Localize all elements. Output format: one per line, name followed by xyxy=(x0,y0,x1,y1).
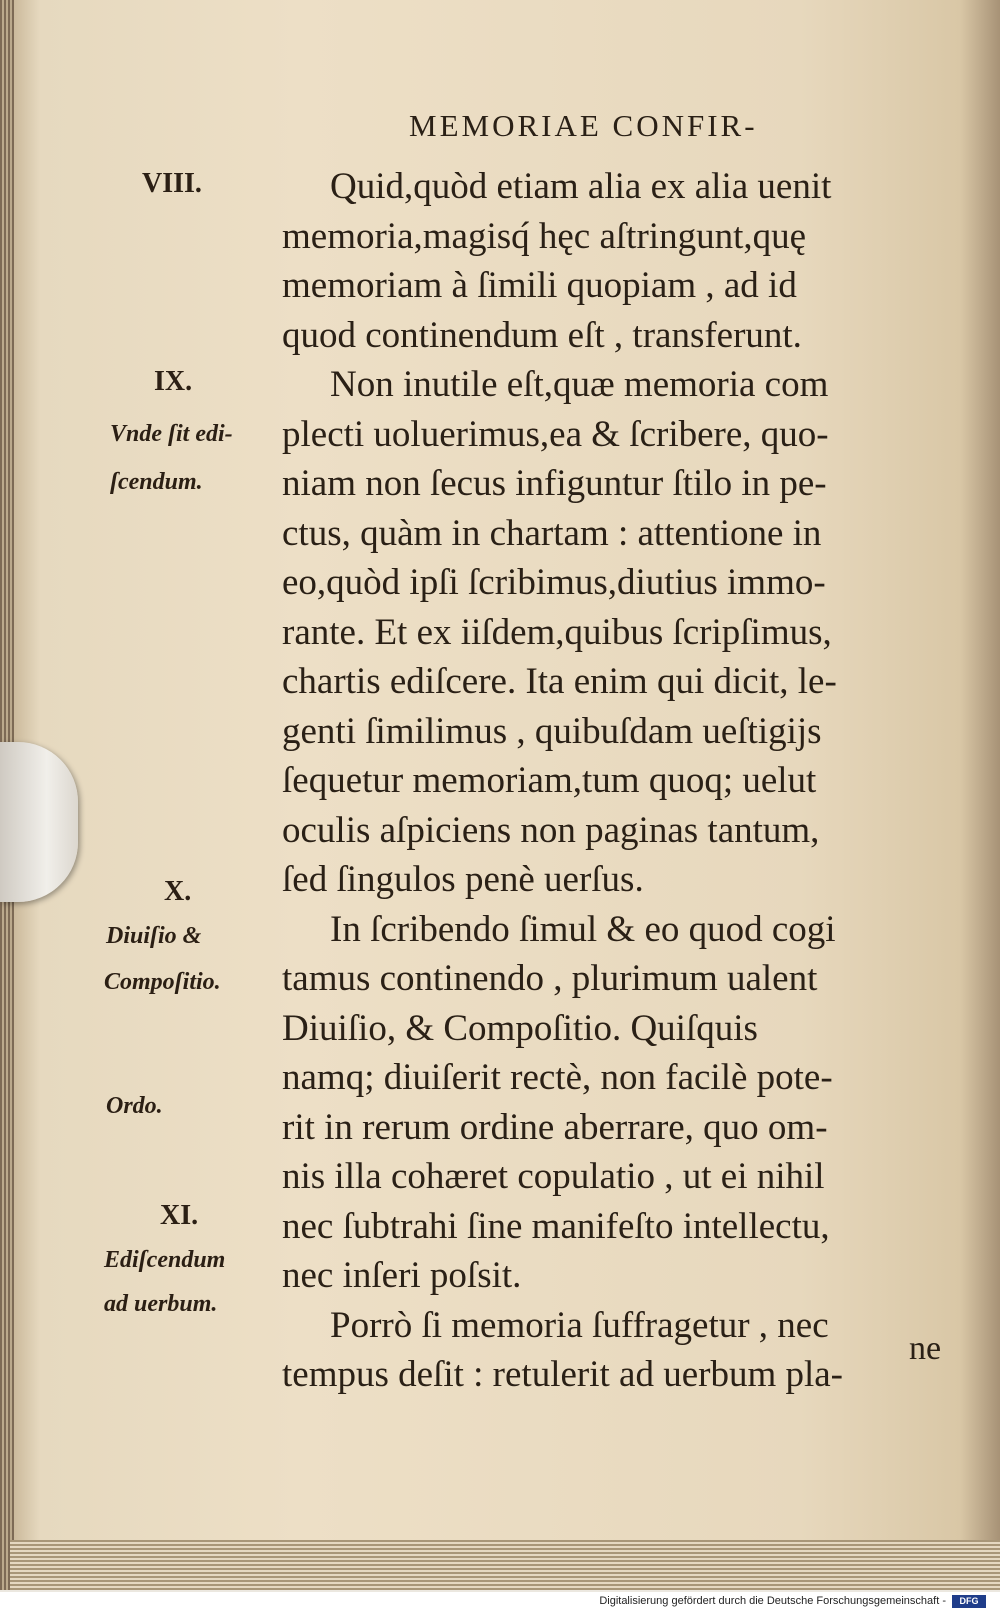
text-line: plecti uoluerimus,ea & ſcribere, quo- xyxy=(282,413,829,455)
text-line: rante. Et ex iiſdem,quibus ſcripſimus, xyxy=(282,611,832,653)
margin-note-label: Vnde ſit edi- xyxy=(110,421,233,447)
text-line: memoriam à ſimili quopiam , ad id xyxy=(282,265,797,306)
text-line: niam non ſecus infiguntur ſtilo in pe- xyxy=(282,463,827,504)
text-line: ſequetur memoriam,tum quoq; uelut xyxy=(282,760,817,801)
margin-note-label: Ediſcendum xyxy=(104,1247,226,1273)
text-line: nis illa cohæret copulatio , ut ei nihil xyxy=(282,1156,825,1197)
text-line: quod continendum eſt , transferunt. xyxy=(282,314,802,356)
text-line: nec inſeri poſsit. xyxy=(282,1255,522,1296)
text-line: tamus continendo , plurimum ualent xyxy=(282,958,818,999)
margin-note-label: Diuiſio & xyxy=(106,923,202,949)
book-page xyxy=(14,10,984,1540)
text-line: Porrò ſi memoria ſuffragetur , nec xyxy=(330,1304,829,1346)
margin-number-viii: VIII. xyxy=(142,168,202,199)
text-line: ſed ſingulos penè uerſus. xyxy=(282,859,644,900)
text-line: tempus deſit : retulerit ad uerbum pla- xyxy=(282,1354,843,1395)
text-line: Diuiſio, & Compoſitio. Quiſquis xyxy=(282,1007,758,1049)
text-line: memoria,magisq́ hęc aſtringunt,quę xyxy=(282,215,807,257)
margin-number-xi: XI. xyxy=(160,1200,199,1231)
margin-number-ix: IX. xyxy=(154,366,193,397)
text-line: In ſcribendo ſimul & eo quod cogi xyxy=(330,908,836,950)
text-line: eo,quòd ipſi ſcribimus,diutius immo- xyxy=(282,562,826,603)
margin-number-x: X. xyxy=(164,876,192,907)
margin-note-label: ſcendum. xyxy=(110,469,203,495)
text-line: chartis ediſcere. Ita enim qui dicit, le- xyxy=(282,661,837,702)
text-line: genti ſimilimus , quibuſdam ueſtigijs xyxy=(282,710,822,752)
margin-note-label: Ordo. xyxy=(106,1093,163,1119)
body-text xyxy=(282,162,952,1400)
running-head: MEMORIAE CONFIR- xyxy=(409,108,758,143)
text-line: Non inutile eſt,quæ memoria com xyxy=(330,364,829,405)
margin-note-label: Compoſitio. xyxy=(104,969,221,995)
text-line: oculis aſpiciens non paginas tantum, xyxy=(282,809,820,851)
text-line: nec ſubtrahi ſine manifeſto intellectu, xyxy=(282,1205,830,1247)
page-edge-bottom xyxy=(10,1540,1000,1590)
footer-credit: Digitalisierung gefördert durch die Deutsche Forschungsgemeinschaft - xyxy=(599,1595,946,1607)
catchword: ne xyxy=(909,1330,942,1367)
text-line: Quid,quòd etiam alia ex alia uenit xyxy=(330,166,832,207)
dfg-logo-icon: DFG xyxy=(952,1595,986,1608)
footer-bar xyxy=(0,1592,1000,1612)
text-line: namq; diuiſerit rectè, non facilè pote- xyxy=(282,1057,833,1098)
text-line: ctus, quàm in chartam : attentione in xyxy=(282,512,822,554)
margin-note-label: ad uerbum. xyxy=(104,1291,218,1317)
text-line: rit in rerum ordine aberrare, quo om- xyxy=(282,1106,828,1148)
